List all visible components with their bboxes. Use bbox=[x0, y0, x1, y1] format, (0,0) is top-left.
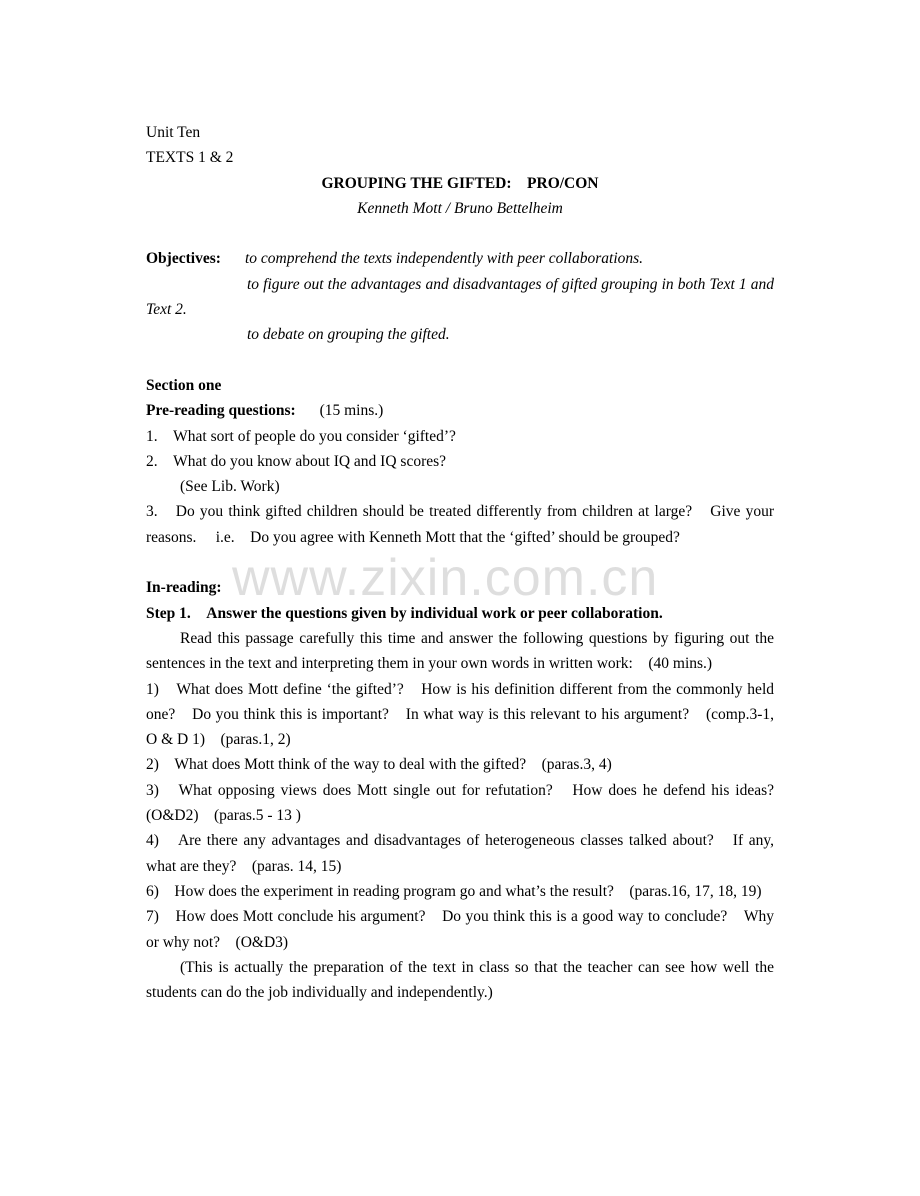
inreading-note: (This is actually the preparation of the text in class so that the teacher can see how well the students can do the job individually and independently.) bbox=[146, 958, 774, 1002]
inreading-question: 1) What does Mott define ‘the gifted’? How is his definition different from the commonly held one? Do you think this is important? In what way is this relevant to his argument? (comp.3-1, O & D 1) (paras.1, 2) bbox=[146, 680, 774, 749]
prereading-question: 3. Do you think gifted children should be treated differently from children at large? Give your reasons. i.e. Do you agree with Kenneth Mott that the ‘gifted’ should be grouped? bbox=[146, 503, 774, 546]
objective-row-1 bbox=[146, 246, 774, 271]
section-heading: Section one bbox=[146, 376, 222, 394]
document-title: GROUPING THE GIFTED: PRO/CON bbox=[321, 174, 599, 192]
spacer bbox=[146, 550, 774, 575]
inreading-question: 2) What does Mott think of the way to deal with the gifted? (paras.3, 4) bbox=[146, 756, 612, 774]
authors: Kenneth Mott / Bruno Bettelheim bbox=[357, 199, 563, 217]
objective-item: to debate on grouping the gifted. bbox=[247, 326, 450, 344]
prereading-question: 2. What do you know about IQ and IQ scores? bbox=[146, 452, 447, 470]
prereading-time: (15 mins.) bbox=[319, 402, 384, 420]
objective-item: to comprehend the texts independently with peer collaborations. bbox=[245, 250, 644, 268]
inreading-question: 6) How does the experiment in reading program go and what’s the result? (paras.16, 17, 18, 19) bbox=[146, 882, 762, 900]
objectives-label: Objectives: bbox=[146, 250, 221, 268]
objective-item: to figure out the advantages and disadvantages of gifted grouping in both Text 1 and Text 2. bbox=[146, 275, 774, 319]
watermark: www.zixin.com.cn bbox=[232, 549, 659, 607]
inreading-intro: Read this passage carefully this time and answer the following questions by figuring out the sentences in the text and interpreting them in your own words in written work: (40 mins.) bbox=[146, 629, 774, 673]
inreading-heading: In-reading: bbox=[146, 579, 222, 597]
inreading-question: 7) How does Mott conclude his argument? Do you think this is a good way to conclude? Why or why not? (O&D3) bbox=[146, 908, 774, 951]
texts-label: TEXTS 1 & 2 bbox=[146, 149, 234, 167]
spacer bbox=[146, 221, 774, 246]
spacer bbox=[146, 348, 774, 373]
prereading-note: (See Lib. Work) bbox=[180, 478, 280, 496]
prereading-label: Pre-reading questions: bbox=[146, 402, 296, 420]
inreading-question: 3) What opposing views does Mott single out for refutation? How does he defend his ideas? (O&D2) (paras.5 - 13 ) bbox=[146, 781, 790, 825]
prereading-question: 1. What sort of people do you consider ‘gifted’? bbox=[146, 427, 456, 445]
unit-label: Unit Ten bbox=[146, 124, 201, 141]
inreading-question: 4) Are there any advantages and disadvantages of heterogeneous classes talked about? If any, what are they? (paras. 14, 15) bbox=[146, 832, 774, 875]
document-page bbox=[146, 120, 790, 1005]
step-heading: Step 1. Answer the questions given by individual work or peer collaboration. bbox=[146, 604, 663, 622]
prereading-heading bbox=[146, 398, 774, 423]
